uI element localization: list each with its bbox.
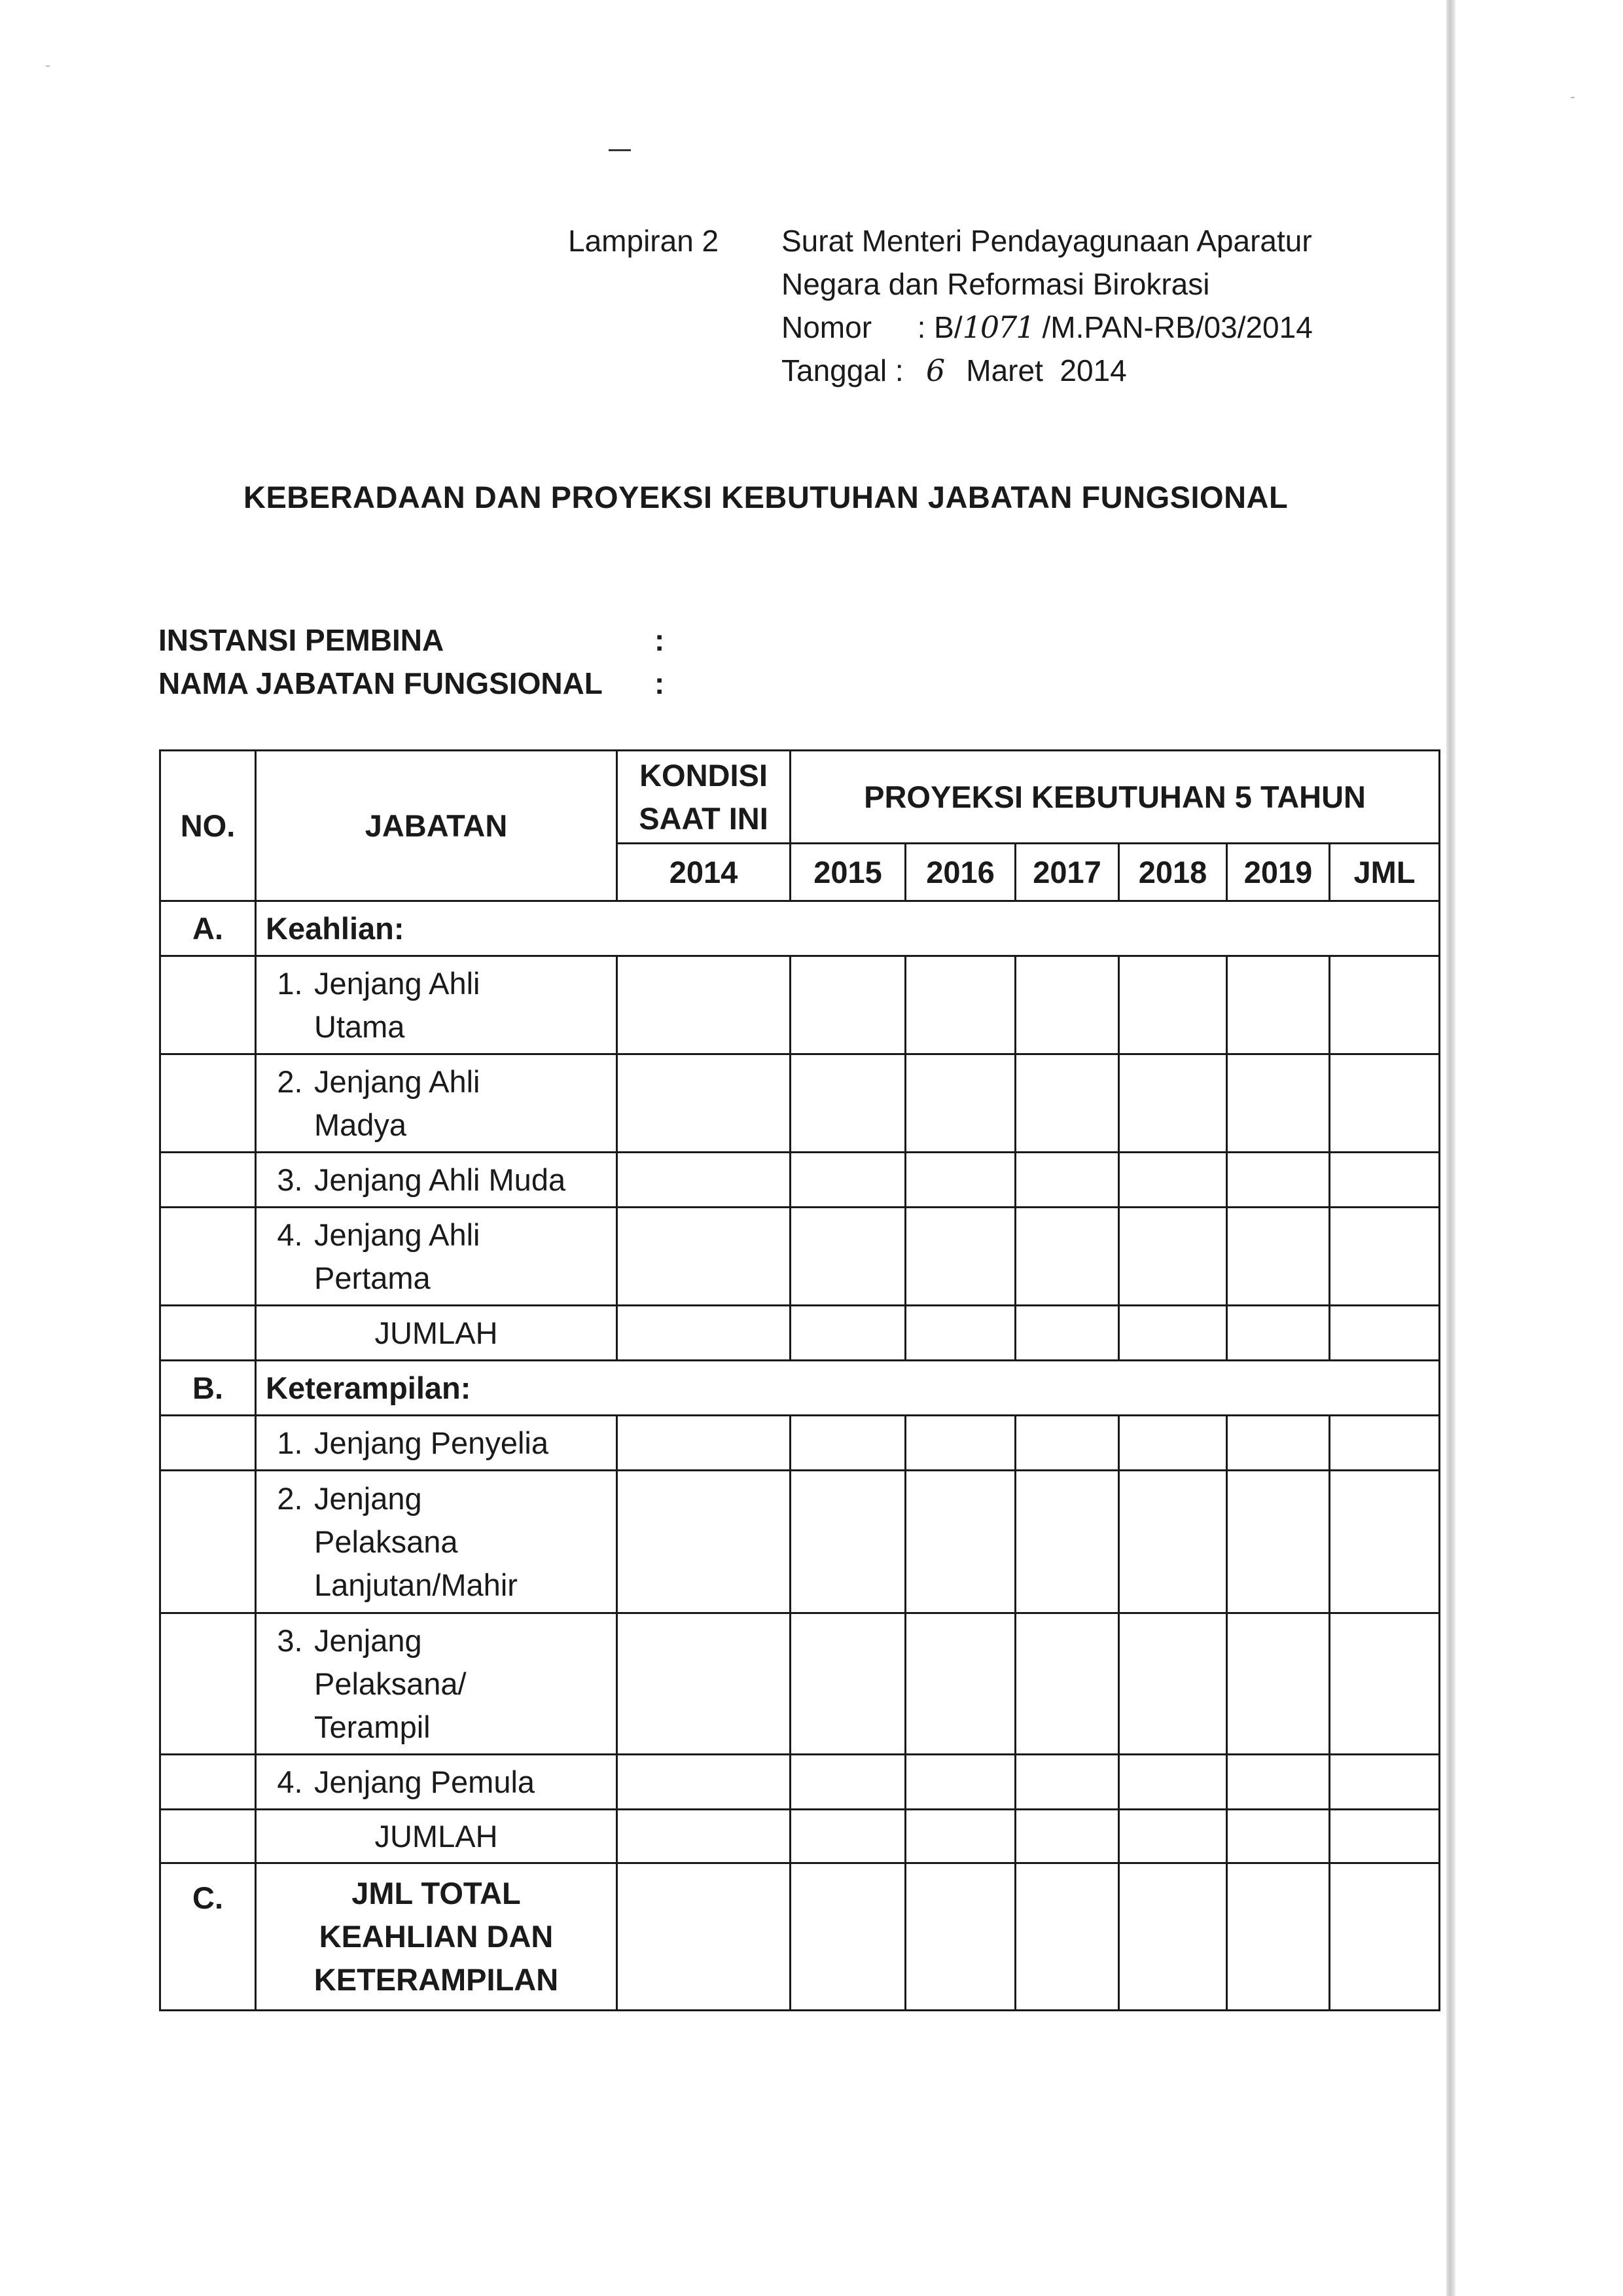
input-cell[interactable] bbox=[1330, 1613, 1440, 1755]
attachment-line-2: Negara dan Reformasi Birokrasi bbox=[781, 267, 1210, 301]
header-jabatan: JABATAN bbox=[256, 751, 617, 901]
input-cell[interactable] bbox=[617, 1153, 791, 1208]
input-cell[interactable] bbox=[617, 1471, 791, 1613]
section-b-label: Keterampilan: bbox=[256, 1361, 1440, 1416]
input-cell[interactable] bbox=[791, 956, 906, 1054]
input-cell[interactable] bbox=[1119, 1810, 1227, 1863]
item-line: Terampil bbox=[314, 1709, 431, 1744]
total-line: KEAHLIAN DAN bbox=[319, 1919, 554, 1954]
total-line: JML TOTAL bbox=[351, 1876, 521, 1910]
jumlah-row-a bbox=[160, 1306, 1440, 1361]
input-cell[interactable] bbox=[791, 1810, 906, 1863]
input-cell[interactable] bbox=[1119, 1054, 1227, 1153]
header-jml: JML bbox=[1330, 844, 1440, 901]
input-cell[interactable] bbox=[791, 1054, 906, 1153]
cell-no bbox=[160, 956, 256, 1054]
input-cell[interactable] bbox=[1119, 1153, 1227, 1208]
item-pelaksana-terampil bbox=[256, 1613, 617, 1755]
attachment-label: Lampiran 2 bbox=[568, 224, 719, 258]
nomor-line bbox=[781, 306, 1383, 349]
item-line: Utama bbox=[314, 1009, 405, 1044]
input-cell[interactable] bbox=[1330, 1054, 1440, 1153]
section-b-row bbox=[160, 1361, 1440, 1416]
input-cell[interactable] bbox=[1227, 956, 1330, 1054]
jumlah-row-b bbox=[160, 1810, 1440, 1863]
item-name: Jenjang Penyelia bbox=[314, 1426, 548, 1460]
input-cell[interactable] bbox=[906, 1755, 1016, 1810]
input-cell[interactable] bbox=[1227, 1054, 1330, 1153]
table-row bbox=[160, 1755, 1440, 1810]
input-cell[interactable] bbox=[617, 956, 791, 1054]
item-line: Pertama bbox=[314, 1260, 431, 1295]
input-cell[interactable] bbox=[617, 1054, 791, 1153]
item-line: Jenjang Ahli bbox=[314, 1217, 480, 1252]
input-cell[interactable] bbox=[906, 1613, 1016, 1755]
item-number: 3. bbox=[277, 1623, 303, 1658]
header-no: NO. bbox=[160, 751, 256, 901]
item-line: Madya bbox=[314, 1107, 407, 1142]
cell-no bbox=[160, 1416, 256, 1471]
input-cell[interactable] bbox=[1227, 1755, 1330, 1810]
item-line: Jenjang Ahli bbox=[314, 1064, 480, 1099]
item-name bbox=[314, 1619, 467, 1749]
item-line: Jenjang bbox=[314, 1480, 422, 1516]
input-cell[interactable] bbox=[1016, 1054, 1119, 1153]
item-ahli-muda bbox=[256, 1153, 617, 1208]
input-cell[interactable] bbox=[1227, 1810, 1330, 1863]
input-cell[interactable] bbox=[1330, 1306, 1440, 1361]
input-cell[interactable] bbox=[906, 1306, 1016, 1361]
input-cell[interactable] bbox=[1119, 1613, 1227, 1755]
attachment-text bbox=[781, 219, 1383, 392]
item-name bbox=[314, 1060, 480, 1147]
nomor-handwritten: 1071 bbox=[962, 310, 1034, 345]
input-cell[interactable] bbox=[906, 1863, 1016, 2011]
item-ahli-utama bbox=[256, 956, 617, 1054]
input-cell[interactable] bbox=[617, 1306, 791, 1361]
input-cell[interactable] bbox=[906, 1208, 1016, 1306]
item-name bbox=[314, 1477, 518, 1607]
info-block bbox=[158, 619, 665, 705]
input-cell[interactable] bbox=[1016, 1810, 1119, 1863]
input-cell[interactable] bbox=[1119, 1306, 1227, 1361]
input-cell[interactable] bbox=[1016, 1153, 1119, 1208]
input-cell[interactable] bbox=[1227, 1306, 1330, 1361]
input-cell[interactable] bbox=[1227, 1863, 1330, 2011]
input-cell[interactable] bbox=[1330, 1810, 1440, 1863]
input-cell[interactable] bbox=[1227, 1471, 1330, 1613]
table-row bbox=[160, 1054, 1440, 1153]
input-cell[interactable] bbox=[1016, 1416, 1119, 1471]
input-cell[interactable] bbox=[1227, 1416, 1330, 1471]
item-line: Jenjang Ahli bbox=[314, 965, 480, 1001]
input-cell[interactable] bbox=[1119, 1863, 1227, 2011]
item-number: 4. bbox=[277, 1217, 303, 1252]
item-number: 3. bbox=[277, 1162, 303, 1197]
input-cell[interactable] bbox=[617, 1863, 791, 2011]
input-cell[interactable] bbox=[791, 1755, 906, 1810]
input-cell[interactable] bbox=[1016, 956, 1119, 1054]
input-cell[interactable] bbox=[791, 1153, 906, 1208]
attachment-line-1: Surat Menteri Pendayagunaan Aparatur bbox=[781, 224, 1312, 258]
header-year-2016: 2016 bbox=[906, 844, 1016, 901]
item-ahli-pertama bbox=[256, 1208, 617, 1306]
cell-no bbox=[160, 1613, 256, 1755]
item-name: Jenjang Ahli Muda bbox=[314, 1162, 566, 1197]
item-pemula bbox=[256, 1755, 617, 1810]
table-row bbox=[160, 956, 1440, 1054]
tanggal-handwritten: 6 bbox=[925, 353, 944, 388]
section-c-row bbox=[160, 1863, 1440, 2011]
cell-no bbox=[160, 1810, 256, 1863]
item-line: Pelaksana bbox=[314, 1524, 458, 1559]
input-cell[interactable] bbox=[791, 1306, 906, 1361]
cell-no bbox=[160, 1054, 256, 1153]
nomor-prefix: : B/ bbox=[917, 310, 963, 344]
input-cell[interactable] bbox=[1016, 1471, 1119, 1613]
input-cell[interactable] bbox=[1016, 1208, 1119, 1306]
item-penyelia bbox=[256, 1416, 617, 1471]
input-cell[interactable] bbox=[791, 1416, 906, 1471]
input-cell[interactable] bbox=[906, 1153, 1016, 1208]
item-number: 1. bbox=[277, 965, 303, 1001]
input-cell[interactable] bbox=[1330, 1208, 1440, 1306]
document-title: KEBERADAAN DAN PROYEKSI KEBUTUHAN JABATAN FUNGSIONAL bbox=[243, 480, 1289, 514]
table-row bbox=[160, 1208, 1440, 1306]
scan-speck bbox=[1571, 97, 1575, 98]
input-cell[interactable] bbox=[1227, 1153, 1330, 1208]
input-cell[interactable] bbox=[617, 1416, 791, 1471]
header-year-2017: 2017 bbox=[1016, 844, 1119, 901]
item-number: 2. bbox=[277, 1480, 303, 1516]
item-name bbox=[314, 1213, 480, 1300]
input-cell[interactable] bbox=[1330, 1471, 1440, 1613]
item-name bbox=[314, 962, 480, 1049]
item-ahli-madya bbox=[256, 1054, 617, 1153]
section-c-no: C. bbox=[160, 1863, 256, 2011]
instansi-row bbox=[158, 619, 665, 662]
input-cell[interactable] bbox=[617, 1613, 791, 1755]
input-cell[interactable] bbox=[1016, 1863, 1119, 2011]
tanggal-label: Tanggal bbox=[781, 353, 887, 387]
item-line: Pelaksana/ bbox=[314, 1666, 467, 1701]
item-line: Lanjutan/Mahir bbox=[314, 1567, 518, 1602]
nama-jabatan-label: NAMA JABATAN FUNGSIONAL bbox=[158, 666, 603, 700]
input-cell[interactable] bbox=[1016, 1613, 1119, 1755]
cell-no bbox=[160, 1153, 256, 1208]
cell-no bbox=[160, 1306, 256, 1361]
cell-no bbox=[160, 1755, 256, 1810]
input-cell[interactable] bbox=[791, 1863, 906, 2011]
input-cell[interactable] bbox=[1119, 1755, 1227, 1810]
input-cell[interactable] bbox=[617, 1755, 791, 1810]
table-row bbox=[160, 1613, 1440, 1755]
item-name: Jenjang Pemula bbox=[314, 1765, 535, 1799]
section-a-label: Keahlian: bbox=[256, 901, 1440, 956]
tanggal-colon: : bbox=[895, 353, 904, 387]
instansi-label: INSTANSI PEMBINA bbox=[158, 623, 444, 657]
input-cell[interactable] bbox=[1016, 1306, 1119, 1361]
jumlah-label-b: JUMLAH bbox=[256, 1810, 617, 1863]
input-cell[interactable] bbox=[906, 1471, 1016, 1613]
input-cell[interactable] bbox=[1119, 956, 1227, 1054]
item-number: 2. bbox=[277, 1064, 303, 1099]
table-row bbox=[160, 1153, 1440, 1208]
input-cell[interactable] bbox=[1227, 1208, 1330, 1306]
input-cell[interactable] bbox=[791, 1613, 906, 1755]
nomor-suffix: /M.PAN-RB/03/2014 bbox=[1042, 310, 1313, 344]
input-cell[interactable] bbox=[906, 1416, 1016, 1471]
section-b-no: B. bbox=[160, 1361, 256, 1416]
header-proyeksi: PROYEKSI KEBUTUHAN 5 TAHUN bbox=[791, 751, 1440, 844]
header-year-2014: 2014 bbox=[617, 844, 791, 901]
cell-no bbox=[160, 1208, 256, 1306]
input-cell[interactable] bbox=[1330, 1755, 1440, 1810]
item-pelaksana-lanjutan bbox=[256, 1471, 617, 1613]
header-kondisi: KONDISI SAAT INI bbox=[617, 751, 791, 844]
item-number: 4. bbox=[277, 1765, 303, 1799]
input-cell[interactable] bbox=[791, 1208, 906, 1306]
nama-jabatan-row bbox=[158, 662, 665, 705]
table-row bbox=[160, 1471, 1440, 1613]
scan-speck bbox=[46, 65, 50, 67]
table-row bbox=[160, 1416, 1440, 1471]
item-line: Jenjang bbox=[314, 1623, 422, 1658]
item-number: 1. bbox=[277, 1426, 303, 1460]
input-cell[interactable] bbox=[1330, 1416, 1440, 1471]
input-cell[interactable] bbox=[617, 1810, 791, 1863]
input-cell[interactable] bbox=[1330, 956, 1440, 1054]
input-cell[interactable] bbox=[906, 1810, 1016, 1863]
tanggal-line bbox=[781, 349, 1383, 392]
header-year-2015: 2015 bbox=[791, 844, 906, 901]
header-year-2019: 2019 bbox=[1227, 844, 1330, 901]
scan-edge bbox=[1446, 0, 1455, 2296]
section-a-no: A. bbox=[160, 901, 256, 956]
input-cell[interactable] bbox=[1016, 1755, 1119, 1810]
jumlah-label-a: JUMLAH bbox=[256, 1306, 617, 1361]
instansi-colon: : bbox=[654, 623, 665, 657]
header-year-2018: 2018 bbox=[1119, 844, 1227, 901]
section-a-row bbox=[160, 901, 1440, 956]
pen-mark bbox=[609, 149, 631, 151]
nama-jabatan-colon: : bbox=[654, 666, 665, 700]
input-cell[interactable] bbox=[1227, 1613, 1330, 1755]
tanggal-value: Maret 2014 bbox=[966, 353, 1127, 387]
input-cell[interactable] bbox=[791, 1471, 906, 1613]
nomor-label: Nomor bbox=[781, 310, 872, 344]
cell-no bbox=[160, 1471, 256, 1613]
section-c-label bbox=[256, 1863, 617, 2011]
input-cell[interactable] bbox=[1330, 1153, 1440, 1208]
projection-table bbox=[159, 749, 1440, 2011]
input-cell[interactable] bbox=[1330, 1863, 1440, 2011]
input-cell[interactable] bbox=[906, 956, 1016, 1054]
input-cell[interactable] bbox=[906, 1054, 1016, 1153]
input-cell[interactable] bbox=[1119, 1416, 1227, 1471]
header-row-1 bbox=[160, 751, 1440, 844]
input-cell[interactable] bbox=[617, 1208, 791, 1306]
input-cell[interactable] bbox=[1119, 1208, 1227, 1306]
input-cell[interactable] bbox=[1119, 1471, 1227, 1613]
total-line: KETERAMPILAN bbox=[313, 1962, 559, 1997]
